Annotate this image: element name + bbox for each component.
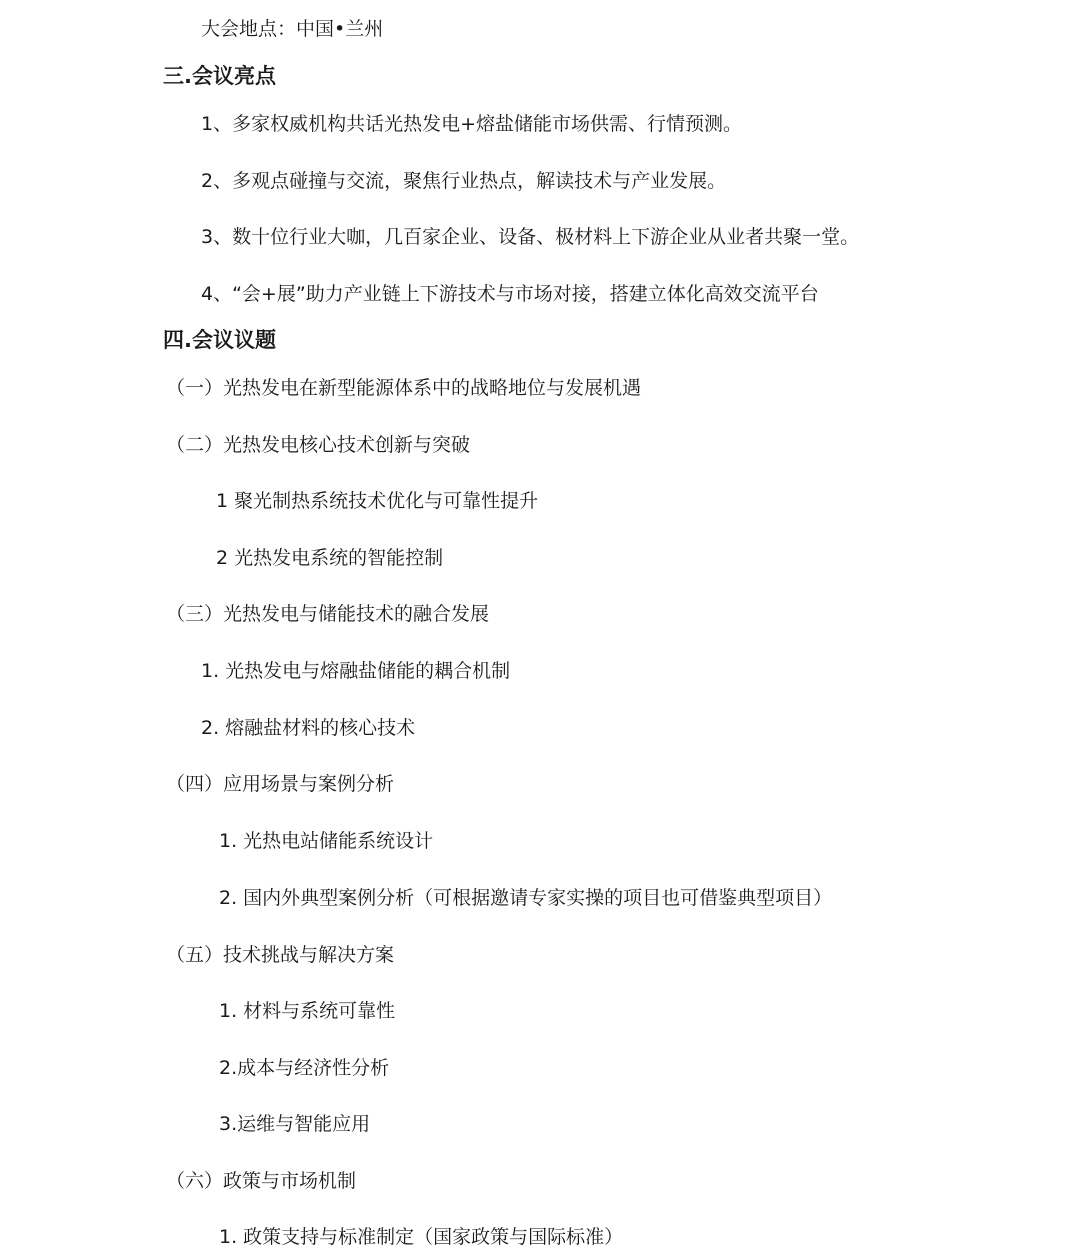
topic-subitem: 1. 材料与系统可靠性 [219,1000,396,1022]
highlight-item: 1、多家权威机构共话光热发电+熔盐储能市场供需、行情预测。 [201,113,743,135]
topic-section-title: （一）光热发电在新型能源体系中的战略地位与发展机遇 [166,377,642,399]
venue-line: 大会地点：中国•兰州 [201,18,384,40]
topic-subitem: 1. 政策支持与标准制定（国家政策与国际标准） [219,1226,624,1248]
topic-section-title: （五）技术挑战与解决方案 [166,944,395,966]
topics-heading: 四.会议议题 [163,328,276,352]
topic-section-title: （六）政策与市场机制 [166,1170,357,1192]
topic-section-title: （三）光热发电与储能技术的融合发展 [166,603,490,625]
topic-subitem: 1. 光热发电与熔融盐储能的耦合机制 [201,660,511,682]
topic-subitem: 2.成本与经济性分析 [219,1057,390,1079]
topic-subitem: 2 光热发电系统的智能控制 [216,547,444,569]
highlights-heading: 三.会议亮点 [163,64,276,88]
highlight-item: 3、数十位行业大咖，几百家企业、设备、极材料上下游企业从业者共聚一堂。 [201,226,860,248]
topic-subitem: 1. 光热电站储能系统设计 [219,830,434,852]
topic-subitem: 1 聚光制热系统技术优化与可靠性提升 [216,490,539,512]
highlight-item: 2、多观点碰撞与交流，聚焦行业热点，解读技术与产业发展。 [201,170,727,192]
topic-section-title: （二）光热发电核心技术创新与突破 [166,434,471,456]
topic-subitem: 2. 熔融盐材料的核心技术 [201,717,416,739]
topic-section-title: （四）应用场景与案例分析 [166,773,395,795]
highlight-item: 4、“会+展”助力产业链上下游技术与市场对接，搭建立体化高效交流平台 [201,283,819,305]
topic-subitem: 2. 国内外典型案例分析（可根据邀请专家实操的项目也可借鉴典型项目） [219,887,833,909]
topic-subitem: 3.运维与智能应用 [219,1113,371,1135]
